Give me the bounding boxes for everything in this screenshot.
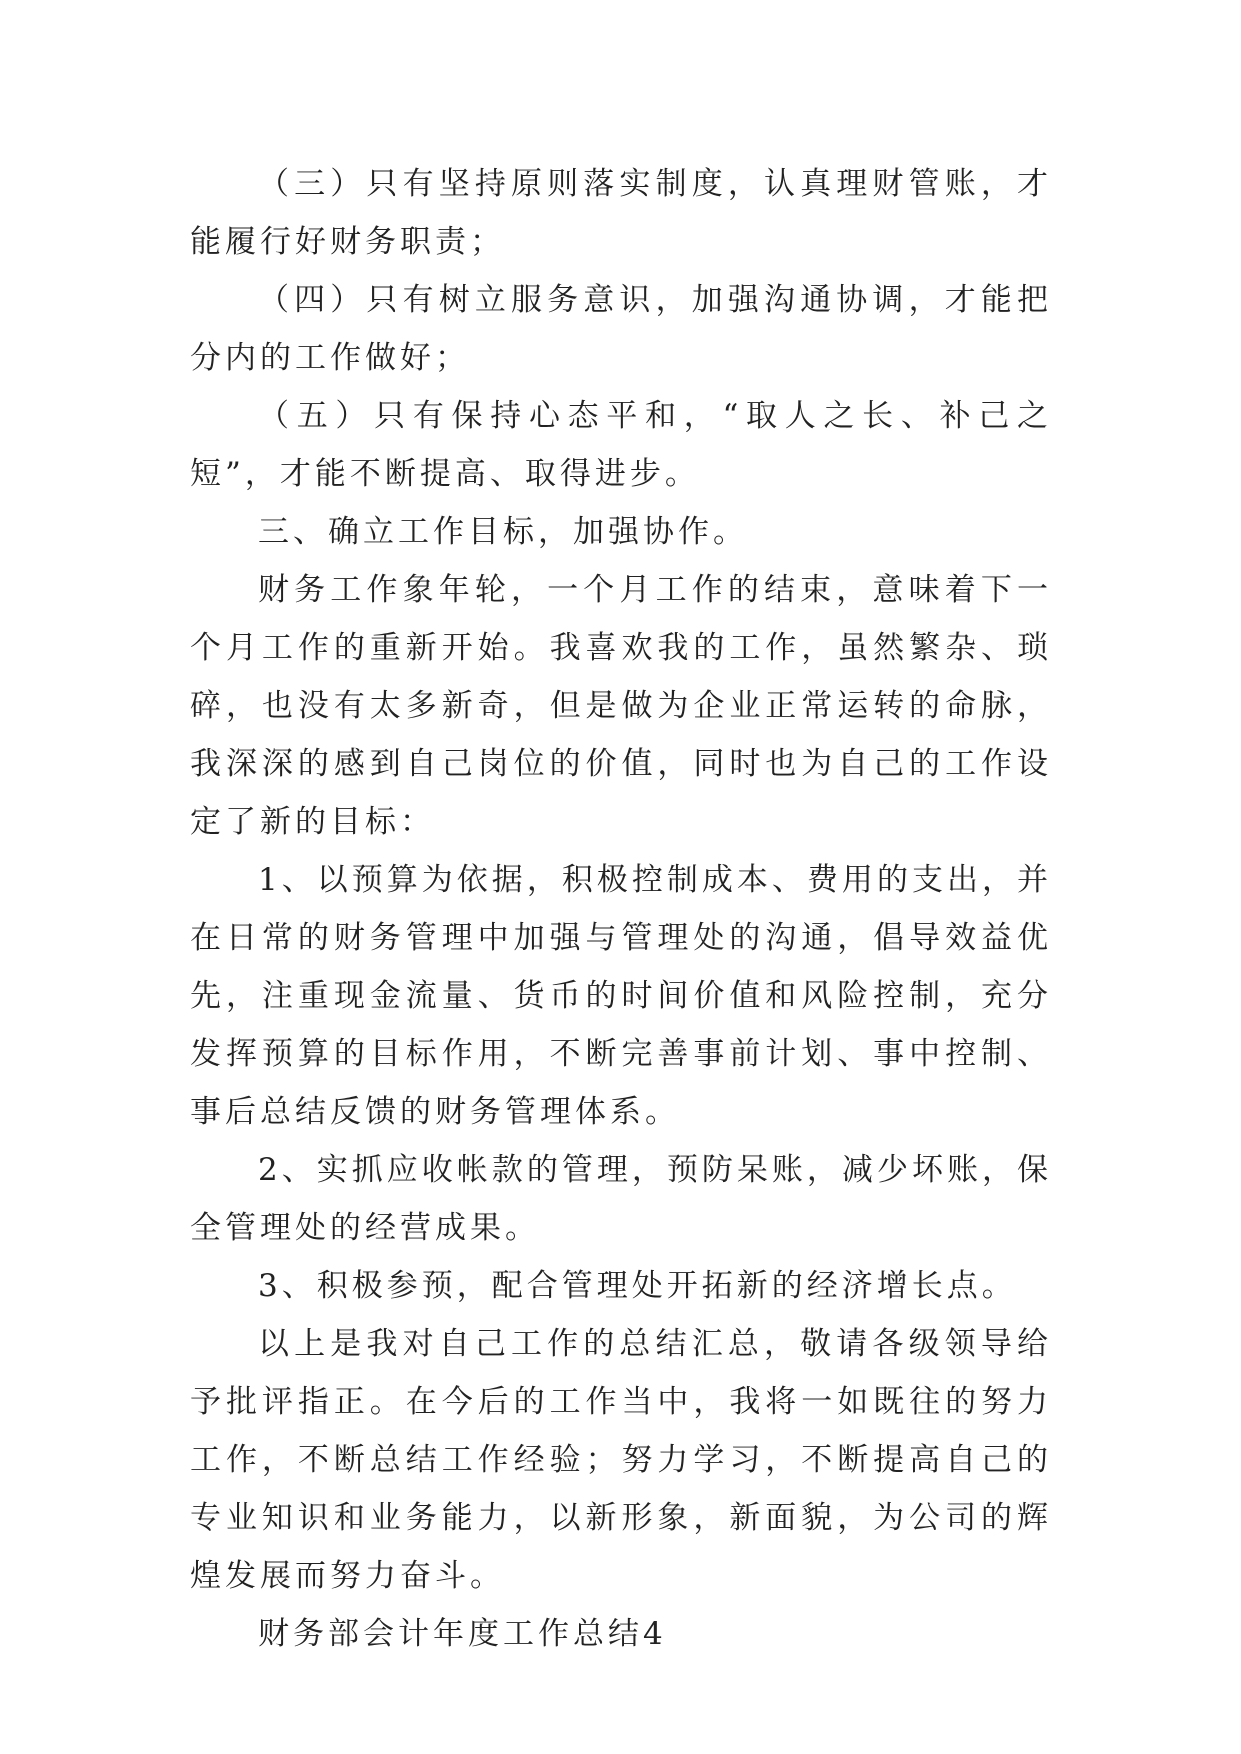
goal-item-2: 2、实抓应收帐款的管理，预防呆账，减少坏账，保全管理处的经营成果。 [190, 1152, 1052, 1246]
next-section-title: 财务部会计年度工作总结4 [258, 1616, 667, 1652]
paragraph-intro-goals: 财务工作象年轮，一个月工作的结束，意味着下一个月工作的重新开始。我喜欢我的工作，虽然繁杂、琐碎，也没有太多新奇，但是做为企业正常运转的命脉，我深深的感到自己岗位的价值，同时也为自己的工作设定了新的目标： [190, 572, 1052, 840]
document-body [190, 155, 1052, 1663]
paragraph-item-3: （三）只有坚持原则落实制度，认真理财管账，才能履行好财务职责； [190, 166, 1052, 260]
goal-item-1: 1、以预算为依据，积极控制成本、费用的支出，并在日常的财务管理中加强与管理处的沟通，倡导效益优先，注重现金流量、货币的时间价值和风险控制，充分发挥预算的目标作用，不断完善事前计划、事中控制、事后总结反馈的财务管理体系。 [190, 862, 1052, 1130]
closing-paragraph: 以上是我对自己工作的总结汇总，敬请各级领导给予批评指正。在今后的工作当中，我将一如既往的努力工作，不断总结工作经验；努力学习，不断提高自己的专业知识和业务能力，以新形象，新面貌，为公司的辉煌发展而努力奋斗。 [190, 1326, 1052, 1594]
paragraph-item-4: （四）只有树立服务意识，加强沟通协调，才能把分内的工作做好； [190, 282, 1052, 376]
paragraph-item-5: （五）只有保持心态平和，“取人之长、补己之短”，才能不断提高、取得进步。 [190, 398, 1052, 492]
goal-item-3: 3、积极参预，配合管理处开拓新的经济增长点。 [258, 1268, 1017, 1304]
section-heading-three: 三、确立工作目标，加强协作。 [258, 514, 748, 550]
